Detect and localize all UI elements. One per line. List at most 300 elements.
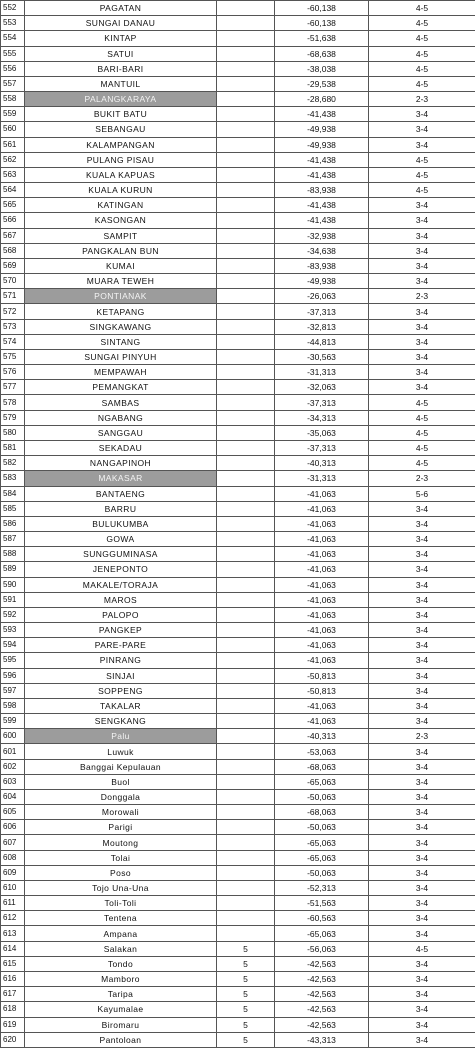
table-row[interactable] (1, 805, 475, 820)
value-cell: -41,438 (275, 107, 369, 122)
zone-cell: 4-5 (369, 440, 475, 455)
table-row[interactable] (1, 319, 475, 334)
row-number-cell: 574 (1, 334, 25, 349)
location-name-cell: Taripa (25, 987, 217, 1002)
row-number-cell: 613 (1, 926, 25, 941)
location-name-cell: MEMPAWAH (25, 365, 217, 380)
table-row[interactable] (1, 1, 475, 16)
row-number-cell: 605 (1, 805, 25, 820)
zone-cell: 4-5 (369, 61, 475, 76)
zone-cell: 3-4 (369, 683, 475, 698)
value-cell: -34,638 (275, 243, 369, 258)
extra-value-cell (217, 122, 275, 137)
value-cell: -41,063 (275, 547, 369, 562)
table-row[interactable] (1, 61, 475, 76)
zone-cell: 3-4 (369, 334, 475, 349)
zone-cell: 3-4 (369, 789, 475, 804)
table-row[interactable] (1, 941, 475, 956)
zone-cell: 3-4 (369, 243, 475, 258)
extra-value-cell (217, 789, 275, 804)
zone-cell: 3-4 (369, 896, 475, 911)
location-name-cell: Tondo (25, 956, 217, 971)
zone-cell: 3-4 (369, 122, 475, 137)
zone-cell: 3-4 (369, 623, 475, 638)
table-row[interactable] (1, 16, 475, 31)
location-name-cell: BARI-BARI (25, 61, 217, 76)
table-row[interactable] (1, 1017, 475, 1032)
extra-value-cell (217, 425, 275, 440)
zone-cell: 3-4 (369, 668, 475, 683)
row-number-cell: 559 (1, 107, 25, 122)
zone-cell: 3-4 (369, 880, 475, 895)
table-row[interactable] (1, 532, 475, 547)
value-cell: -41,063 (275, 486, 369, 501)
row-number-cell: 598 (1, 698, 25, 713)
row-number-cell: 604 (1, 789, 25, 804)
row-number-cell: 619 (1, 1017, 25, 1032)
extra-value-cell: 5 (217, 941, 275, 956)
extra-value-cell (217, 319, 275, 334)
table-row[interactable] (1, 456, 475, 471)
row-number-cell: 595 (1, 653, 25, 668)
extra-value-cell (217, 258, 275, 273)
zone-cell: 3-4 (369, 577, 475, 592)
value-cell: -32,938 (275, 228, 369, 243)
table-row[interactable] (1, 486, 475, 501)
table-row[interactable] (1, 850, 475, 865)
zone-cell: 3-4 (369, 562, 475, 577)
zone-cell: 3-4 (369, 607, 475, 622)
value-cell: -28,680 (275, 92, 369, 107)
row-number-cell: 580 (1, 425, 25, 440)
table-row[interactable] (1, 501, 475, 516)
row-number-cell: 581 (1, 440, 25, 455)
table-row[interactable] (1, 592, 475, 607)
zone-cell: 3-4 (369, 638, 475, 653)
zone-cell: 3-4 (369, 759, 475, 774)
value-cell: -52,313 (275, 880, 369, 895)
value-cell: -42,563 (275, 987, 369, 1002)
zone-cell: 3-4 (369, 714, 475, 729)
location-name-cell: SENGKANG (25, 714, 217, 729)
value-cell: -42,563 (275, 1017, 369, 1032)
table-row[interactable] (1, 183, 475, 198)
extra-value-cell (217, 668, 275, 683)
table-row[interactable] (1, 653, 475, 668)
extra-value-cell (217, 456, 275, 471)
value-cell: -41,063 (275, 516, 369, 531)
location-name-cell: PONTIANAK (25, 289, 217, 304)
extra-value-cell (217, 911, 275, 926)
location-name-cell: NANGAPINOH (25, 456, 217, 471)
table-row[interactable] (1, 729, 475, 744)
location-name-cell: MAROS (25, 592, 217, 607)
row-number-cell: 601 (1, 744, 25, 759)
value-cell: -31,313 (275, 365, 369, 380)
zone-cell: 3-4 (369, 653, 475, 668)
row-number-cell: 556 (1, 61, 25, 76)
location-name-cell: KUMAI (25, 258, 217, 273)
row-number-cell: 565 (1, 198, 25, 213)
value-cell: -32,813 (275, 319, 369, 334)
zone-cell: 3-4 (369, 911, 475, 926)
zone-cell: 3-4 (369, 1017, 475, 1032)
table-row[interactable] (1, 167, 475, 182)
row-number-cell: 620 (1, 1032, 25, 1047)
zone-cell: 3-4 (369, 198, 475, 213)
value-cell: -37,313 (275, 395, 369, 410)
location-name-cell: PAGATAN (25, 1, 217, 16)
table-row[interactable] (1, 258, 475, 273)
table-row[interactable] (1, 289, 475, 304)
zone-cell: 3-4 (369, 865, 475, 880)
row-number-cell: 607 (1, 835, 25, 850)
value-cell: -41,063 (275, 501, 369, 516)
zone-cell: 3-4 (369, 547, 475, 562)
location-name-cell: Buol (25, 774, 217, 789)
table-row[interactable] (1, 122, 475, 137)
table-row[interactable] (1, 607, 475, 622)
zone-cell: 3-4 (369, 744, 475, 759)
row-number-cell: 603 (1, 774, 25, 789)
location-name-cell: Donggala (25, 789, 217, 804)
table-row[interactable] (1, 698, 475, 713)
location-name-cell: KATINGAN (25, 198, 217, 213)
extra-value-cell (217, 774, 275, 789)
table-row[interactable] (1, 835, 475, 850)
zone-cell: 3-4 (369, 258, 475, 273)
table-row[interactable] (1, 1002, 475, 1017)
zone-cell: 4-5 (369, 410, 475, 425)
value-cell: -68,063 (275, 759, 369, 774)
value-cell: -30,563 (275, 349, 369, 364)
value-cell: -60,138 (275, 1, 369, 16)
zone-cell: 3-4 (369, 972, 475, 987)
table-row[interactable] (1, 744, 475, 759)
zone-cell: 4-5 (369, 31, 475, 46)
table-row[interactable] (1, 228, 475, 243)
location-name-cell: SUNGGUMINASA (25, 547, 217, 562)
extra-value-cell (217, 698, 275, 713)
zone-cell: 3-4 (369, 319, 475, 334)
row-number-cell: 584 (1, 486, 25, 501)
table-row[interactable] (1, 789, 475, 804)
table-row[interactable] (1, 547, 475, 562)
value-cell: -53,063 (275, 744, 369, 759)
extra-value-cell (217, 820, 275, 835)
zone-cell: 2-3 (369, 729, 475, 744)
table-row[interactable] (1, 137, 475, 152)
zone-cell: 3-4 (369, 365, 475, 380)
table-row[interactable] (1, 987, 475, 1002)
table-row[interactable] (1, 76, 475, 91)
extra-value-cell (217, 31, 275, 46)
location-name-cell: PALOPO (25, 607, 217, 622)
table-row[interactable] (1, 92, 475, 107)
table-row[interactable] (1, 714, 475, 729)
table-row[interactable] (1, 577, 475, 592)
table-row[interactable] (1, 638, 475, 653)
extra-value-cell (217, 638, 275, 653)
value-cell: -44,813 (275, 334, 369, 349)
extra-value-cell (217, 380, 275, 395)
value-cell: -40,313 (275, 729, 369, 744)
table-row[interactable] (1, 956, 475, 971)
location-name-cell: BANTAENG (25, 486, 217, 501)
zone-cell: 4-5 (369, 167, 475, 182)
extra-value-cell: 5 (217, 987, 275, 1002)
table-row[interactable] (1, 471, 475, 486)
row-number-cell: 575 (1, 349, 25, 364)
table-row[interactable] (1, 668, 475, 683)
extra-value-cell (217, 805, 275, 820)
table-row[interactable] (1, 31, 475, 46)
table-row[interactable] (1, 198, 475, 213)
location-name-cell: PALANGKARAYA (25, 92, 217, 107)
table-row[interactable] (1, 562, 475, 577)
location-name-cell: Morowali (25, 805, 217, 820)
row-number-cell: 600 (1, 729, 25, 744)
row-number-cell: 560 (1, 122, 25, 137)
extra-value-cell (217, 274, 275, 289)
row-number-cell: 587 (1, 532, 25, 547)
location-name-cell: SOPPENG (25, 683, 217, 698)
zone-cell: 3-4 (369, 107, 475, 122)
zone-cell: 2-3 (369, 289, 475, 304)
value-cell: -29,538 (275, 76, 369, 91)
row-number-cell: 611 (1, 896, 25, 911)
value-cell: -65,063 (275, 926, 369, 941)
table-row[interactable] (1, 395, 475, 410)
zone-cell: 3-4 (369, 532, 475, 547)
table-row[interactable] (1, 440, 475, 455)
value-cell: -65,063 (275, 774, 369, 789)
extra-value-cell (217, 623, 275, 638)
table-row[interactable] (1, 46, 475, 61)
table-row[interactable] (1, 759, 475, 774)
location-name-cell: KASONGAN (25, 213, 217, 228)
location-name-cell: BARRU (25, 501, 217, 516)
location-name-cell: BULUKUMBA (25, 516, 217, 531)
table-row[interactable] (1, 349, 475, 364)
value-cell: -41,063 (275, 532, 369, 547)
location-name-cell: Luwuk (25, 744, 217, 759)
location-name-cell: KETAPANG (25, 304, 217, 319)
value-cell: -41,438 (275, 198, 369, 213)
location-name-cell: SATUI (25, 46, 217, 61)
value-cell: -68,063 (275, 805, 369, 820)
table-row[interactable] (1, 926, 475, 941)
row-number-cell: 552 (1, 1, 25, 16)
table-row[interactable] (1, 304, 475, 319)
table-row[interactable] (1, 365, 475, 380)
row-number-cell: 588 (1, 547, 25, 562)
row-number-cell: 554 (1, 31, 25, 46)
row-number-cell: 586 (1, 516, 25, 531)
zone-cell: 4-5 (369, 941, 475, 956)
extra-value-cell: 5 (217, 956, 275, 971)
location-name-cell: BUKIT BATU (25, 107, 217, 122)
row-number-cell: 602 (1, 759, 25, 774)
location-name-cell: Tentena (25, 911, 217, 926)
location-name-cell: Parigi (25, 820, 217, 835)
value-cell: -41,063 (275, 592, 369, 607)
row-number-cell: 609 (1, 865, 25, 880)
value-cell: -41,438 (275, 167, 369, 182)
location-name-cell: PARE-PARE (25, 638, 217, 653)
value-cell: -31,313 (275, 471, 369, 486)
extra-value-cell (217, 107, 275, 122)
extra-value-cell (217, 183, 275, 198)
extra-value-cell (217, 228, 275, 243)
value-cell: -32,063 (275, 380, 369, 395)
table-row[interactable] (1, 820, 475, 835)
location-name-cell: SUNGAI DANAU (25, 16, 217, 31)
table-row[interactable] (1, 774, 475, 789)
zone-cell: 3-4 (369, 228, 475, 243)
location-name-cell: Banggai Kepulauan (25, 759, 217, 774)
value-cell: -50,063 (275, 789, 369, 804)
value-cell: -42,563 (275, 972, 369, 987)
row-number-cell: 612 (1, 911, 25, 926)
zone-cell: 3-4 (369, 1032, 475, 1047)
location-name-cell: KUALA KAPUAS (25, 167, 217, 182)
value-cell: -43,313 (275, 1032, 369, 1047)
table-body (1, 1, 475, 1048)
table-row[interactable] (1, 213, 475, 228)
row-number-cell: 615 (1, 956, 25, 971)
row-number-cell: 592 (1, 607, 25, 622)
value-cell: -65,063 (275, 850, 369, 865)
value-cell: -41,438 (275, 213, 369, 228)
zone-cell: 4-5 (369, 1, 475, 16)
location-name-cell: SUNGAI PINYUH (25, 349, 217, 364)
value-cell: -49,938 (275, 274, 369, 289)
extra-value-cell (217, 440, 275, 455)
table-row[interactable] (1, 380, 475, 395)
row-number-cell: 593 (1, 623, 25, 638)
table-row[interactable] (1, 1032, 475, 1047)
location-name-cell: Moutong (25, 835, 217, 850)
zone-cell: 3-4 (369, 987, 475, 1002)
row-number-cell: 616 (1, 972, 25, 987)
zone-cell: 4-5 (369, 152, 475, 167)
extra-value-cell (217, 577, 275, 592)
zone-cell: 3-4 (369, 850, 475, 865)
extra-value-cell (217, 1, 275, 16)
extra-value-cell (217, 365, 275, 380)
extra-value-cell (217, 167, 275, 182)
value-cell: -40,313 (275, 456, 369, 471)
location-name-cell: PEMANGKAT (25, 380, 217, 395)
location-name-cell: KUALA KURUN (25, 183, 217, 198)
row-number-cell: 572 (1, 304, 25, 319)
location-name-cell: Mamboro (25, 972, 217, 987)
zone-cell: 2-3 (369, 471, 475, 486)
extra-value-cell (217, 213, 275, 228)
value-cell: -68,638 (275, 46, 369, 61)
extra-value-cell (217, 501, 275, 516)
row-number-cell: 614 (1, 941, 25, 956)
zone-cell: 3-4 (369, 501, 475, 516)
extra-value-cell (217, 471, 275, 486)
table-row[interactable] (1, 425, 475, 440)
row-number-cell: 555 (1, 46, 25, 61)
table-row[interactable] (1, 107, 475, 122)
location-name-cell: SAMPIT (25, 228, 217, 243)
extra-value-cell (217, 532, 275, 547)
location-name-cell: JENEPONTO (25, 562, 217, 577)
table-row[interactable] (1, 683, 475, 698)
value-cell: -41,063 (275, 698, 369, 713)
table-row[interactable] (1, 274, 475, 289)
location-name-cell: SANGGAU (25, 425, 217, 440)
extra-value-cell (217, 880, 275, 895)
table-row[interactable] (1, 243, 475, 258)
value-cell: -41,063 (275, 638, 369, 653)
location-name-cell: PINRANG (25, 653, 217, 668)
row-number-cell: 568 (1, 243, 25, 258)
location-name-cell: SAMBAS (25, 395, 217, 410)
zone-cell: 4-5 (369, 425, 475, 440)
location-name-cell: TAKALAR (25, 698, 217, 713)
table-row[interactable] (1, 972, 475, 987)
extra-value-cell (217, 349, 275, 364)
table-row[interactable] (1, 334, 475, 349)
extra-value-cell (217, 289, 275, 304)
table-row[interactable] (1, 410, 475, 425)
zone-cell: 3-4 (369, 835, 475, 850)
extra-value-cell (217, 592, 275, 607)
extra-value-cell (217, 137, 275, 152)
row-number-cell: 567 (1, 228, 25, 243)
table-row[interactable] (1, 623, 475, 638)
location-name-cell: PULANG PISAU (25, 152, 217, 167)
row-number-cell: 617 (1, 987, 25, 1002)
location-name-cell: MUARA TEWEH (25, 274, 217, 289)
table-row[interactable] (1, 865, 475, 880)
table-row[interactable] (1, 911, 475, 926)
value-cell: -83,938 (275, 258, 369, 273)
value-cell: -60,138 (275, 16, 369, 31)
row-number-cell: 553 (1, 16, 25, 31)
table-row[interactable] (1, 516, 475, 531)
zone-cell: 3-4 (369, 380, 475, 395)
zone-cell: 4-5 (369, 46, 475, 61)
zone-cell: 5-6 (369, 486, 475, 501)
table-row[interactable] (1, 896, 475, 911)
table-row[interactable] (1, 152, 475, 167)
zone-cell: 3-4 (369, 516, 475, 531)
row-number-cell: 583 (1, 471, 25, 486)
location-name-cell: MANTUIL (25, 76, 217, 91)
extra-value-cell (217, 714, 275, 729)
row-number-cell: 589 (1, 562, 25, 577)
value-cell: -41,063 (275, 714, 369, 729)
extra-value-cell (217, 61, 275, 76)
value-cell: -50,063 (275, 820, 369, 835)
value-cell: -42,563 (275, 956, 369, 971)
zone-cell: 4-5 (369, 456, 475, 471)
extra-value-cell (217, 334, 275, 349)
extra-value-cell (217, 516, 275, 531)
row-number-cell: 594 (1, 638, 25, 653)
row-number-cell: 608 (1, 850, 25, 865)
table-row[interactable] (1, 880, 475, 895)
extra-value-cell: 5 (217, 1002, 275, 1017)
extra-value-cell: 5 (217, 1032, 275, 1047)
location-name-cell: SEKADAU (25, 440, 217, 455)
